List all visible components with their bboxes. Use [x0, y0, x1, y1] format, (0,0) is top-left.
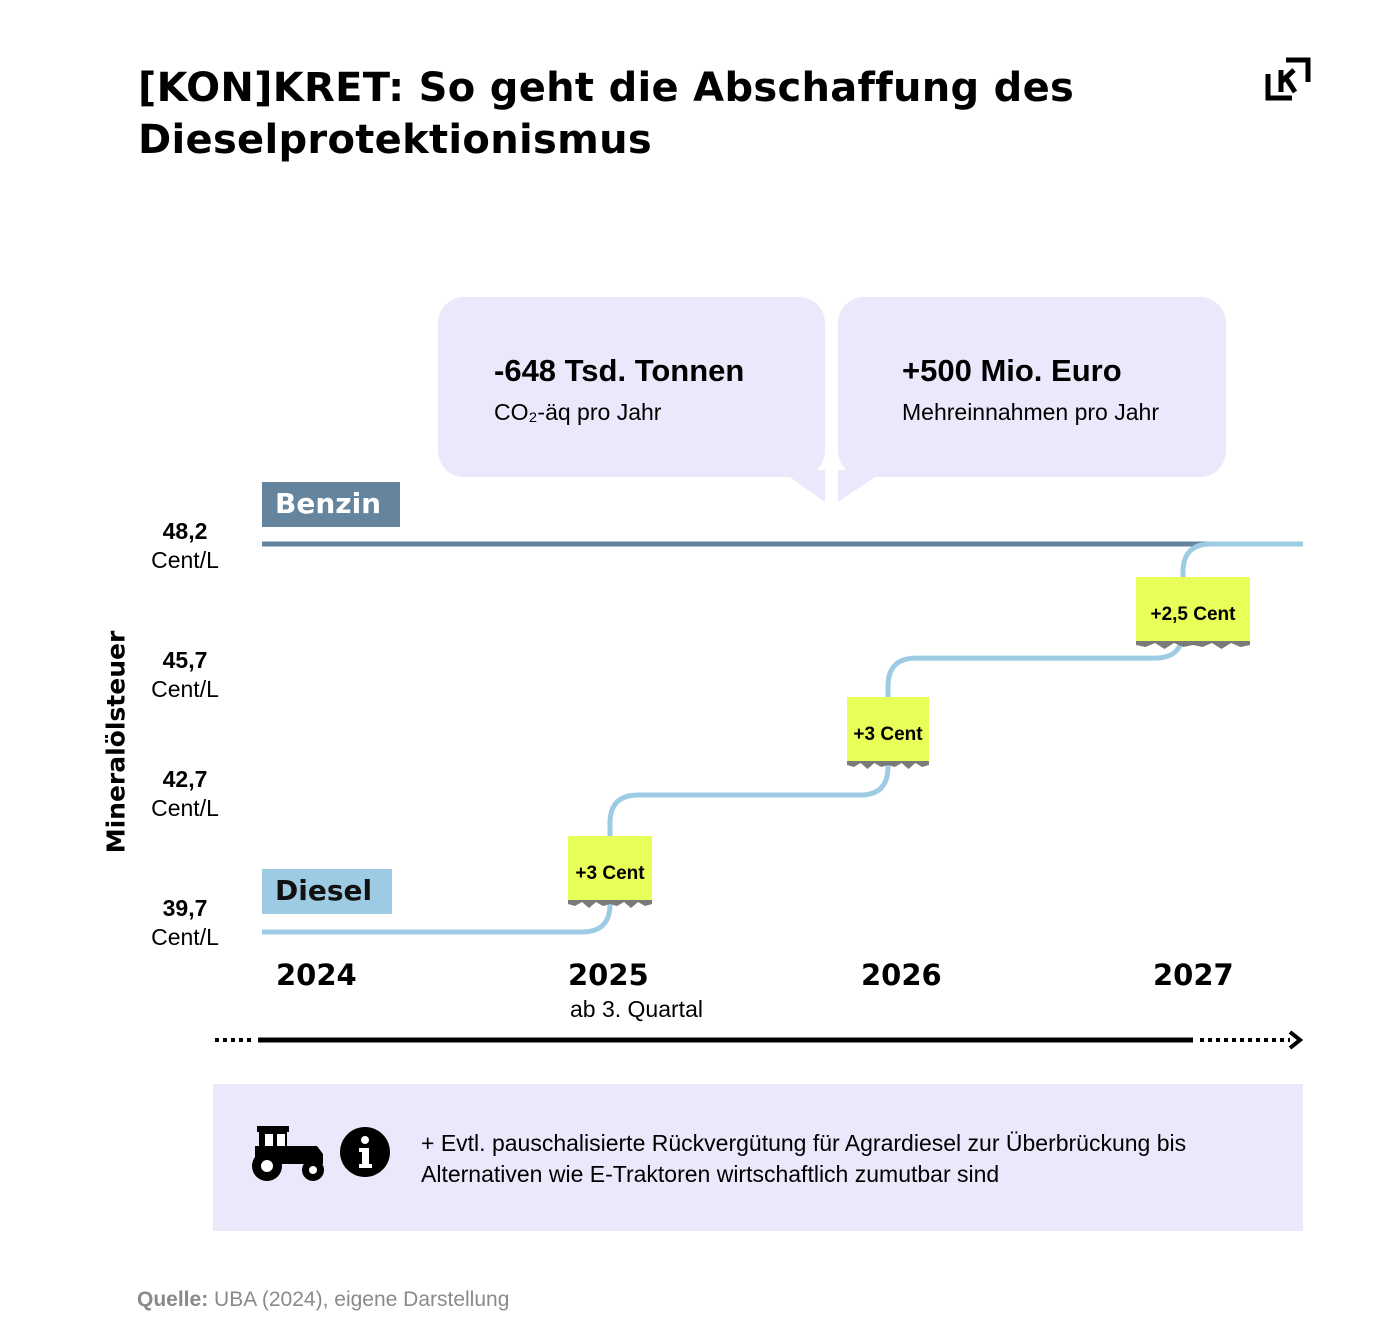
x-tick-2025: 2025: [568, 958, 649, 992]
revenue-subtext: Mehreinnahmen pro Jahr: [902, 399, 1159, 425]
y-tick-value: 48,2: [162, 518, 208, 544]
revenue-headline: +500 Mio. Euro: [902, 353, 1122, 388]
chart-title: [KON]KRET: So geht die Abschaffung des Dieselprotektionismus: [138, 65, 1075, 163]
series-label-diesel: Diesel: [262, 869, 392, 914]
tractor-icon: [247, 1122, 329, 1182]
x-tick-2027: 2027: [1153, 958, 1234, 992]
source-note: [137, 1288, 509, 1312]
step-note-label: +3 Cent: [853, 724, 923, 745]
y-tick-unit: Cent/L: [151, 924, 219, 950]
co2-subtext: CO₂-äq pro Jahr: [494, 399, 662, 425]
source-text: UBA (2024), eigene Darstellung: [214, 1288, 510, 1311]
co2-headline: -648 Tsd. Tonnen: [494, 353, 745, 388]
y-tick-unit: Cent/L: [151, 547, 219, 573]
source-label: Quelle:: [137, 1288, 209, 1311]
info-icon: [339, 1126, 391, 1178]
series-label-benzin: Benzin: [262, 482, 400, 527]
timeline-arrowhead: [1290, 1032, 1300, 1048]
info-text: + Evtl. pauschalisierte Rückvergütung für Agrardiesel zur Überbrückung bis Alternativen wie E-Traktoren wirtschaftlich zumutbar sind: [421, 1130, 1187, 1187]
step-note-label: +2,5 Cent: [1150, 604, 1236, 625]
x-tick-2026: 2026: [861, 958, 942, 992]
y-tick-value: 45,7: [162, 647, 208, 673]
x-tick-2024: 2024: [276, 958, 357, 992]
y-tick-unit: Cent/L: [151, 676, 219, 702]
y-axis-label: Mineralölsteuer: [101, 630, 131, 854]
y-tick-unit: Cent/L: [151, 795, 219, 821]
step-note-label: +3 Cent: [575, 863, 645, 884]
x-note: ab 3. Quartal: [570, 996, 703, 1022]
y-tick-value: 39,7: [162, 895, 208, 921]
y-tick-value: 42,7: [162, 766, 208, 792]
info-panel: [213, 1084, 1303, 1231]
